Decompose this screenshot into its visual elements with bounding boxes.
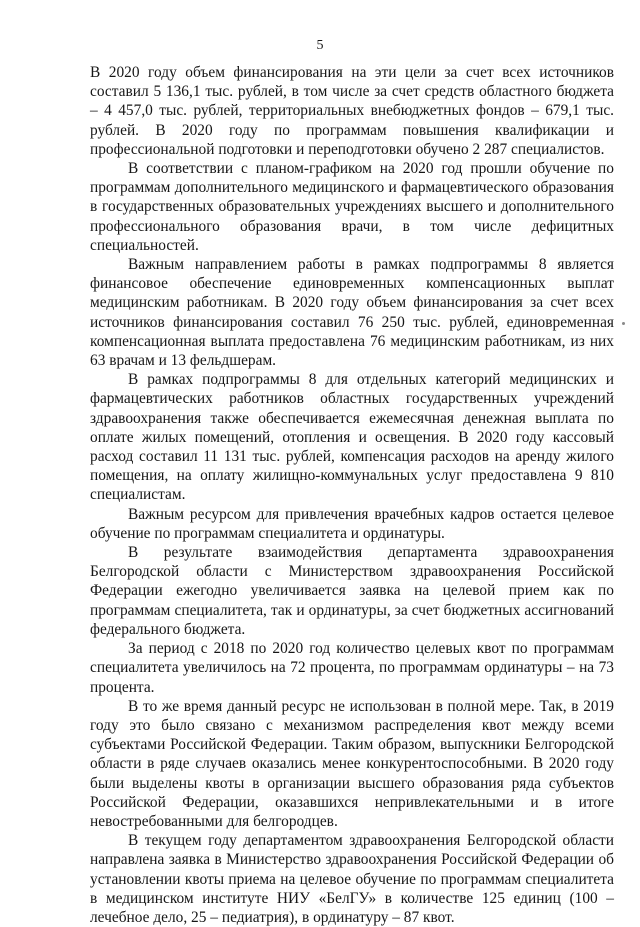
paragraph-current-application: В текущем году департаментом здравоохранения Белгородской области направлена заявка в Министерство здравоохранения Российской Федерации об установлении квоты приема на целевое обучение по программам специалитета в медицинском институте НИУ «БелГУ» в количестве 125 единиц (100 – лечебное дело, 25 – педиатрия), в ординатуру – 87 квот. <box>90 832 614 926</box>
paragraph-training-schedule: В соответствии с планом-графиком на 2020 год прошли обучение по программам дополнительного медицинского и фармацевтического образования в государственных образовательных учреждениях высшего и дополнительного профессионального образования врачи, в том числе дефицитных специальностей. <box>90 160 614 254</box>
scan-dot-mark <box>622 322 625 325</box>
paragraph-resource-underused: В то же время данный ресурс не использован в полной мере. Так, в 2019 году это было связано с механизмом распределения квот между всеми субъектами Российской Федерации. Таким образом, выпускники Белгородской области в ряде случаев оказались менее конкурентоспособными. В 2020 году были выделены квоты в организации высшего образования ряда субъектов Российской Федерации, оказавшихся непривлекательными и в итоге невостребованными для белгородцев. <box>90 697 614 830</box>
paragraph-targeted-training: Важным ресурсом для привлечения врачебных кадров остается целевое обучение по программам специалитета и ординатуры. <box>90 505 614 542</box>
paragraph-funding-total: В 2020 году объем финансирования на эти цели за счет всех источников составил 5 136,1 тыс. рублей, в том числе за счет средств областного бюджета – 4 457,0 тыс. рублей, территориальных внебюджетных фондов – 679,1 тыс. рублей. В 2020 году по программам повышения квалификации и профессиональной подготовки и переподготовки обучено 2 287 специалистов. <box>90 64 614 158</box>
paragraph-quota-growth: За период с 2018 по 2020 год количество целевых квот по программам специалитета увеличилось на 72 процента, по программам ординатуры – на 73 процента. <box>90 640 614 696</box>
paragraph-housing-payments: В рамках подпрограммы 8 для отдельных категорий медицинских и фармацевтических работников областных государственных учреждений здравоохранения также обеспечивается ежемесячная денежная выплата по оплате жилых помещений, отопления и освещения. В 2020 году кассовый расход составил 11 131 тыс. рублей, компенсация расходов на аренду жилого помещения, на оплату жилищно-коммунальных услуг предоставлена 9 810 специалистам. <box>90 371 614 504</box>
paragraph-compensation-payments: Важным направлением работы в рамках подпрограммы 8 является финансовое обеспечение единовременных компенсационных выплат медицинским работникам. В 2020 году объем финансирования за счет всех источников финансирования составил 76 250 тыс. рублей, единовременная компенсационная выплата предоставлена 76 медицинским работникам, из них 63 врачам и 13 фельдшерам. <box>90 256 614 370</box>
page-number: 5 <box>316 38 324 53</box>
document-body <box>90 63 614 927</box>
paragraph-ministry-cooperation: В результате взаимодействия департамента здравоохранения Белгородской области с Министерством здравоохранения Российской Федерации ежегодно увеличивается заявка на целевой прием как по программам специалитета, так и ординатуры, за счет бюджетных ассигнований федерального бюджета. <box>90 544 614 638</box>
